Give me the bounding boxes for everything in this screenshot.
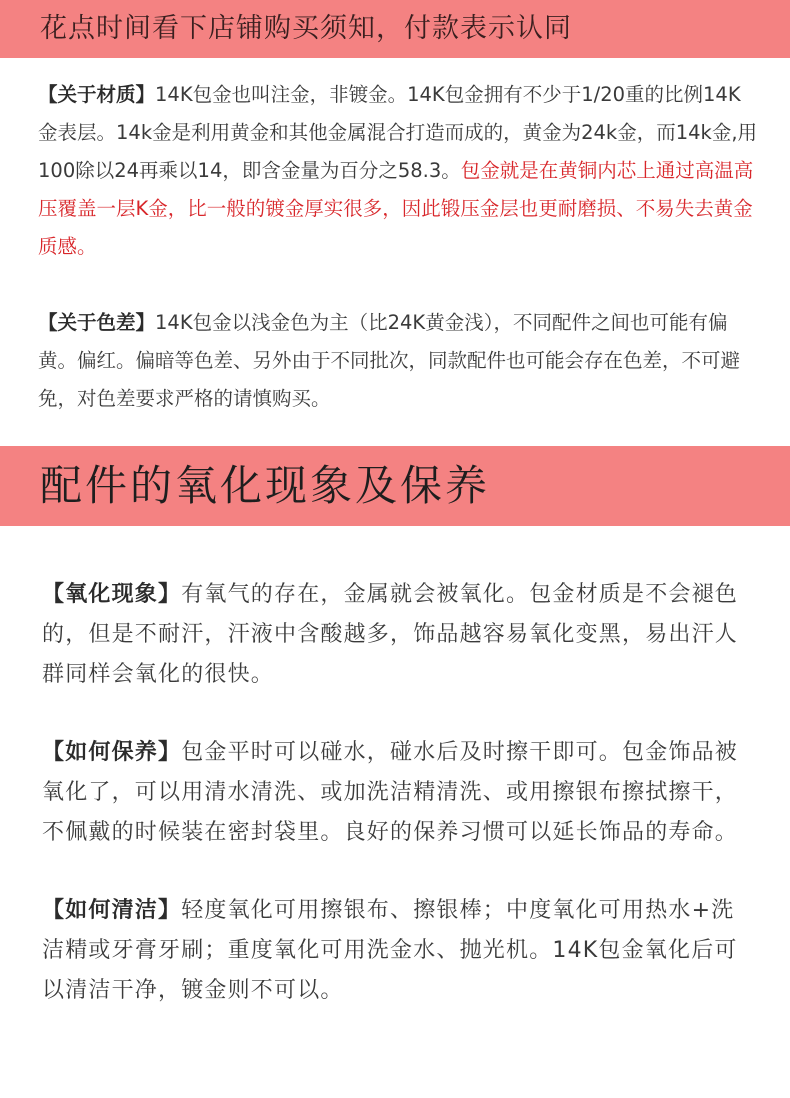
color-diff-label: 【关于色差】 — [38, 311, 156, 334]
cleaning-label: 【如何清洁】 — [42, 898, 182, 923]
color-diff-paragraph — [38, 304, 758, 418]
oxidation-paragraph — [42, 575, 742, 695]
color-diff-text: 14K包金以浅金色为主（比24K黄金浅），不同配件之间也可能有偏黄。偏红。偏暗等色差、另外由于不同批次，同款配件也可能会存在色差，不可避免，对色差要求严格的请慎购买。 — [38, 311, 741, 410]
oxidation-text: 有氧气的存在，金属就会被氧化。包金材质是不会褪色的，但是不耐汗，汗液中含酸越多，饰品越容易氧化变黑，易出汗人群同样会氧化的很快。 — [42, 582, 739, 687]
notice-title: 花点时间看下店铺购买须知，付款表示认同 — [40, 13, 572, 44]
care-section — [42, 575, 742, 1011]
material-paragraph — [38, 76, 758, 266]
maintenance-label: 【如何保养】 — [42, 740, 182, 765]
material-label: 【关于材质】 — [38, 83, 156, 106]
cleaning-paragraph — [42, 891, 742, 1011]
cleaning-text: 轻度氧化可用擦银布、擦银棒；中度氧化可用热水+洗洁精或牙膏牙刷；重度氧化可用洗金水、抛光机。14K包金氧化后可以清洁干净，镀金则不可以。 — [42, 898, 738, 1003]
notice-banner — [0, 0, 790, 58]
material-text: 14K包金也叫注金，非镀金。14K包金拥有不少于1/20重的比例14K金表层。14k金是利用黄金和其他金属混合打造而成的，黄金为24k金，而14k金,用100除以24再乘以14，即含金量为百分之58.3。 — [38, 83, 758, 182]
material-highlight: 包金就是在黄铜内芯上通过高温高压覆盖一层K金，比一般的镀金厚实很多，因此锻压金层也更耐磨损、不易失去黄金质感。 — [38, 159, 754, 258]
material-info-section — [38, 76, 758, 418]
section-title: 配件的氧化现象及保养 — [40, 461, 491, 510]
oxidation-label: 【氧化现象】 — [42, 582, 182, 607]
maintenance-paragraph — [42, 733, 742, 853]
section-banner — [0, 446, 790, 526]
maintenance-text: 包金平时可以碰水，碰水后及时擦干即可。包金饰品被氧化了，可以用清水清洗、或加洗洁精清洗、或用擦银布擦拭擦干，不佩戴的时候装在密封袋里。良好的保养习惯可以延长饰品的寿命。 — [42, 740, 739, 845]
